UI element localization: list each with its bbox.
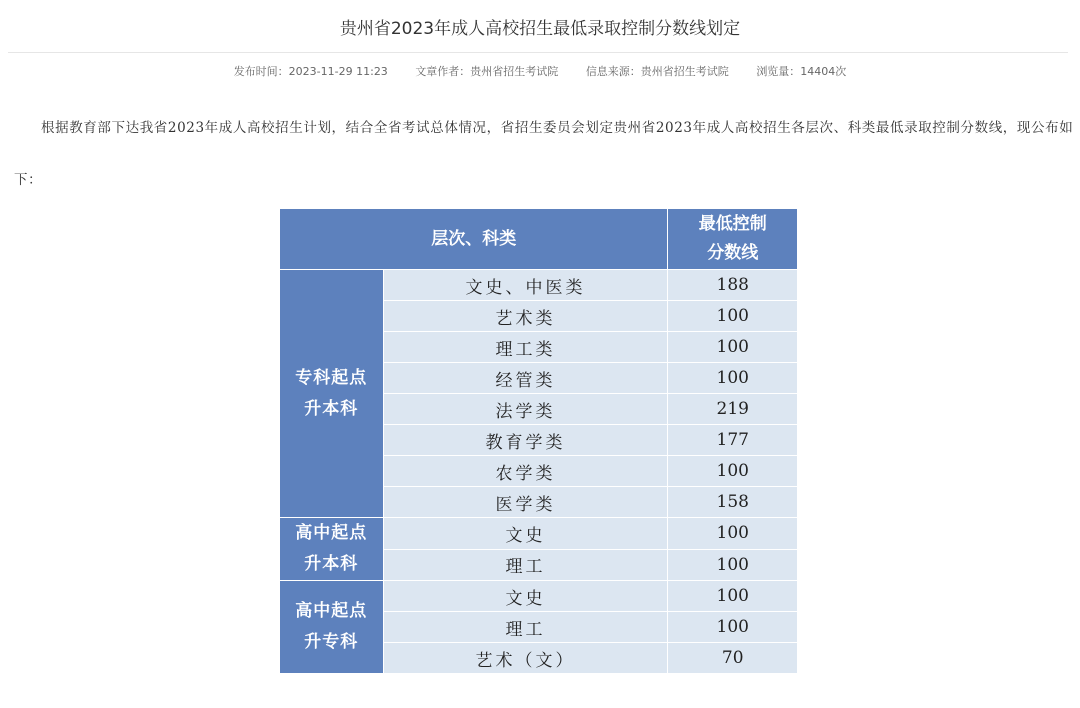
score-cell: 100 [668,332,798,363]
title-divider [8,52,1068,53]
subject-cell: 经管类 [383,363,668,394]
level-name-line1: 专科起点 [295,367,368,388]
table-row [280,581,798,612]
score-cell: 188 [668,270,798,301]
score-cell: 100 [668,456,798,487]
publish-time: 发布时间：2023-11-29 11:23 [233,65,388,78]
score-cell: 100 [668,518,798,550]
level-group-cell [280,270,384,518]
article-source: 信息来源：贵州省招生考试院 [585,65,729,78]
score-cell: 100 [668,612,798,643]
table-header-row [280,209,798,270]
subject-cell: 艺术类 [383,301,668,332]
score-cell: 100 [668,301,798,332]
article-title: 贵州省2023年成人高校招生最低录取控制分数线划定 [339,19,741,39]
header-score-line1: 最低控制 [698,214,767,234]
level-name-line2: 升本科 [304,398,359,419]
table-row [280,270,798,301]
subject-cell: 文史 [383,581,668,612]
score-cell: 219 [668,394,798,425]
level-name-line2: 升本科 [304,554,359,574]
score-cell: 100 [668,549,798,581]
subject-cell: 农学类 [383,456,668,487]
view-count: 浏览量：14404次 [756,65,847,78]
header-score [668,209,798,270]
header-score-line2: 分数线 [707,243,759,263]
header-category: 层次、科类 [280,209,668,270]
level-name-line1: 高中起点 [295,601,368,621]
subject-cell: 文史、中医类 [383,270,668,301]
subject-cell: 艺术（文） [383,643,668,674]
subject-cell: 理工 [383,612,668,643]
intro-paragraph: 根据教育部下达我省2023年成人高校招生计划，结合全省考试总体情况，省招生委员会划定贵州省2023年成人高校招生各层次、科类最低录取控制分数线，现公布如下： [14,120,1074,188]
score-cell: 100 [668,581,798,612]
score-cell: 100 [668,363,798,394]
subject-cell: 理工类 [383,332,668,363]
subject-cell: 理工 [383,549,668,581]
subject-cell: 医学类 [383,487,668,518]
level-name-line2: 升专科 [304,632,359,652]
level-group-cell [280,518,384,581]
article-meta [0,63,1080,79]
subject-cell: 法学类 [383,394,668,425]
table-body [280,270,798,674]
subject-cell: 教育学类 [383,425,668,456]
article-author: 文章作者：贵州省招生考试院 [415,65,559,78]
subject-cell: 文史 [383,518,668,550]
level-name-line1: 高中起点 [295,523,368,543]
table-row [280,518,798,550]
score-cell: 177 [668,425,798,456]
level-group-cell [280,581,384,674]
score-table [279,208,798,674]
score-cell: 70 [668,643,798,674]
score-cell: 158 [668,487,798,518]
